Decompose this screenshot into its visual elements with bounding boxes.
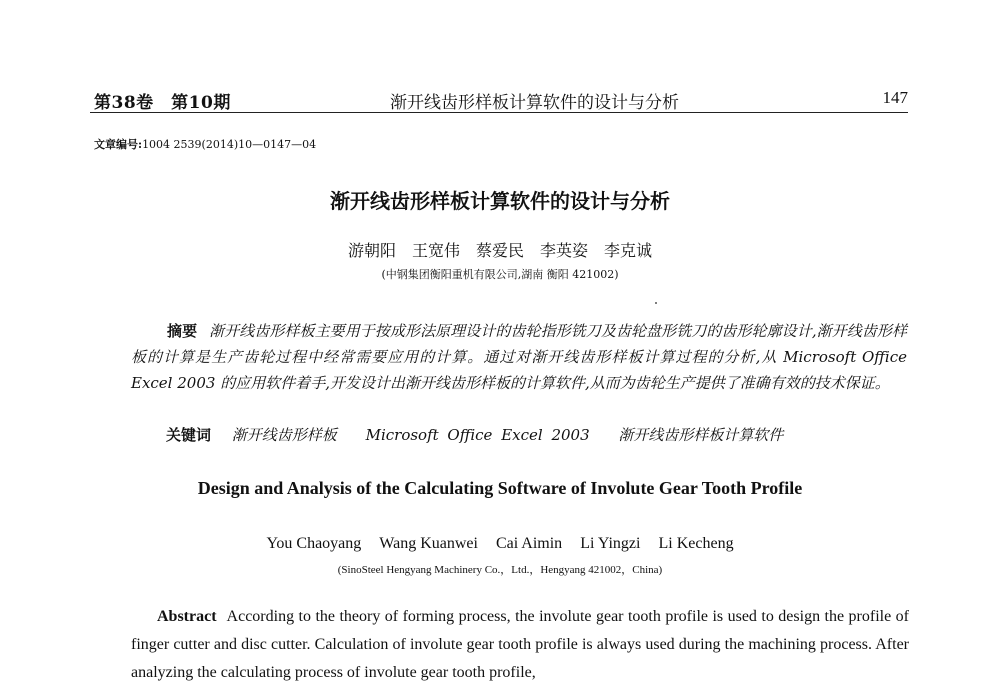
running-header [90,82,908,113]
keyword: Microsoft Office Excel 2003 [365,426,590,444]
article-number [94,136,316,152]
english-abstract-label: Abstract [157,608,217,625]
keyword: 渐开线齿形样板 [231,426,337,444]
page-number: 147 [882,88,908,107]
article-number-label: 文章编号: [94,138,143,151]
chinese-title: 渐开线齿形样板计算软件的设计与分析 [330,189,670,213]
keyword: 渐开线齿形样板计算软件 [618,426,784,444]
author-name: Cai Aimin [495,535,563,552]
volume-issue: 第38卷 第10期 [94,93,231,113]
author-name: Li Yingzi [580,535,641,552]
chinese-abstract-text: 渐开线齿形样板主要用于按成形法原理设计的齿轮指形铣刀及齿轮盘形铣刀的齿形轮廓设计,渐开线齿形样板的计算是生产齿轮过程中经常需要应用的计算。通过对渐开线齿形样板计算过程的分析,从 Microsoft Office Excel 2003 的应用软件着手,开发设计出渐开线齿形样板的计算软件,从而为齿轮生产提供了准确有效的技术保证。 [131,322,907,392]
chinese-authors: 游朝阳 王宽伟 蔡爱民 李英姿 李克诚 [347,241,652,260]
chinese-keywords [166,424,803,445]
english-title: Design and Analysis of the Calculating Software of Involute Gear Tooth Profile [197,478,803,498]
english-authors [0,535,1000,553]
english-abstract-text: According to the theory of forming process, the involute gear tooth profile is used to design the profile of finger cutter and disc cutter. Calculation of involute gear tooth profile is always used during the machining process. After analyzing the calculating process of involute gear tooth profile, [131,608,909,681]
chinese-affiliation: (中钢集团衡阳重机有限公司,湖南 衡阳 421002) [381,268,619,281]
chinese-keywords-label: 关键词 [166,426,212,444]
running-title: 渐开线齿形样板计算软件的设计与分析 [390,93,679,113]
author-name: Li Kecheng [658,535,734,552]
author-name: You Chaoyang [266,535,362,552]
chinese-abstract [131,318,907,396]
english-affiliation: (SinoSteel Hengyang Machinery Co.，Ltd.，Hengyang 421002，China) [337,564,663,576]
author-name: Wang Kuanwei [379,535,478,552]
chinese-abstract-label: 摘要 [167,322,198,340]
english-abstract [131,603,909,687]
scan-mark [655,302,657,304]
article-number-value: 1004 2539(2014)10—0147—04 [142,138,317,151]
